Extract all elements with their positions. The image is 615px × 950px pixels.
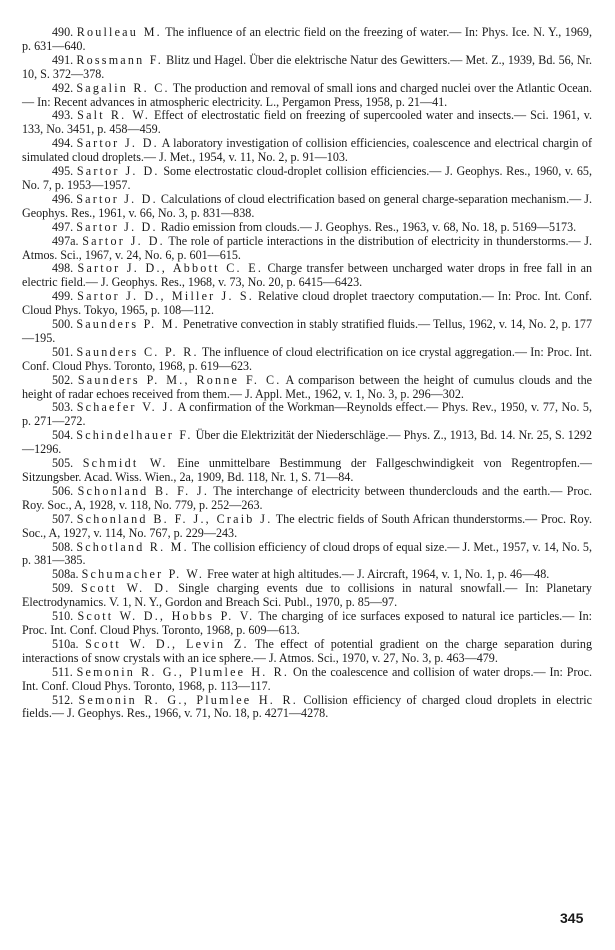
- reference-entry: [22, 109, 592, 137]
- reference-number: 497a.: [52, 233, 79, 248]
- reference-author: Sartor J. D.: [76, 219, 158, 234]
- reference-text: The influence of cloud electrification on ice crystal aggregation.— In: Proc. Int. Conf. Cloud Phys. Toronto, 1968, p. 619—623.: [22, 344, 592, 373]
- reference-entry: [22, 193, 592, 221]
- reference-text: A laboratory investigation of collision efficiencies, coalescence and electrical chargin of simulated cloud droplets.— J. Met., 1954, v. 11, No. 2, p. 91—103.: [22, 136, 592, 165]
- reference-number: 510.: [52, 609, 74, 624]
- reference-number: 491.: [52, 52, 74, 67]
- reference-number: 490.: [52, 25, 74, 39]
- reference-author: Schumacher P. W.: [81, 567, 205, 582]
- reference-text: The interchange of electricity between thunderclouds and the earth.— Proc. Roy. Soc., A, 1928, v. 118, No. 779, p. 252—263.: [22, 483, 592, 512]
- reference-text: Über die Elektrizität der Niederschläge.— Phys. Z., 1913, Bd. 14. Nr. 25, S. 1292—1296.: [22, 428, 592, 457]
- reference-author: Sartor J. D.: [76, 191, 158, 206]
- reference-author: Sagalin R. C.: [76, 80, 170, 95]
- reference-number: 493.: [52, 108, 74, 123]
- reference-entry: [22, 582, 592, 610]
- reference-number: 507.: [52, 511, 74, 526]
- reference-number: 509.: [52, 581, 74, 596]
- reference-entry: [22, 235, 592, 263]
- reference-number: 498.: [52, 261, 74, 276]
- reference-entry: [22, 165, 592, 193]
- reference-author: Sartor J. D.: [76, 136, 159, 151]
- reference-author: Scott W. D., Hobbs P. V.: [77, 609, 255, 624]
- reference-author: Schindelhauer F.: [76, 428, 193, 443]
- reference-entry: [22, 429, 592, 457]
- reference-entry: [22, 54, 592, 82]
- reference-entry: [22, 318, 592, 346]
- reference-entry: [22, 401, 592, 429]
- reference-entry: [22, 262, 592, 290]
- reference-author: Salt R. W.: [77, 108, 151, 123]
- reference-author: Saunders C. P. R.: [76, 344, 199, 359]
- reference-text: Blitz und Hagel. Über die elektrische Natur des Gewitters.— Met. Z., 1939, Bd. 56, Nr. 10, S. 372—378.: [22, 52, 593, 81]
- reference-number: 494.: [52, 136, 74, 151]
- reference-number: 496.: [52, 191, 74, 206]
- reference-text: Penetrative convection in stably stratified fluids.— Tellus, 1962, v. 14, No. 2, p. 177—195.: [22, 317, 593, 345]
- reference-text: Single charging events due to collisions in natural snowfall.— In: Planetary Electrodynamics. V. 1, N. Y., Gordon and Breach Sci. Publ., 1970, p. 85—97.: [22, 581, 592, 610]
- reference-author: Scott W. D., Levin Z.: [85, 636, 249, 651]
- reference-text: The role of particle interactions in the distribution of electricity in thunderstorms.— J. Atmos. Sci., 1967, v. 24, No. 6, p. 601—615.: [22, 233, 592, 262]
- reference-text: A comparison between the height of cumulus clouds and the height of radar echoes received from them.— J. Appl. Met., 1962, v. 1, No. 3, p. 296—302.: [22, 372, 592, 401]
- page-number: 345: [560, 910, 584, 926]
- reference-number: 495.: [52, 164, 74, 179]
- reference-author: Scott W. D.: [80, 581, 171, 596]
- reference-number: 510a.: [52, 636, 79, 651]
- reference-entry: [22, 82, 592, 110]
- reference-text: The influence of an electric field on the freezing of water.— In: Phys. Ice. N. Y., 1969, p. 631—640.: [22, 25, 592, 53]
- reference-number: 499.: [52, 289, 74, 304]
- reference-entry: [22, 457, 592, 485]
- reference-number: 500.: [52, 317, 74, 332]
- reference-author: Schaefer V. J.: [76, 400, 175, 415]
- reference-number: 504.: [52, 428, 74, 443]
- reference-author: Sartor J. D.: [82, 233, 165, 248]
- reference-entry: [22, 137, 592, 165]
- reference-entry: [22, 568, 592, 582]
- reference-number: 512.: [52, 692, 74, 707]
- reference-author: Roulleau M.: [76, 25, 162, 39]
- reference-text: The collision efficiency of cloud drops of equal size.— J. Met., 1957, v. 14, No. 5, p. 381—385.: [22, 539, 592, 568]
- reference-number: 506.: [52, 483, 74, 498]
- reference-author: Semonin R. G., Plumlee H. R.: [76, 664, 290, 679]
- reference-text: Calculations of cloud electrification based on general charge-separation mechanism.— J. Geophys. Res., 1961, v. 66, No. 3, p. 831—838.: [22, 191, 592, 220]
- reference-text: A confirmation of the Workman—Reynolds effect.— Phys. Rev., 1950, v. 77, No. 5, p. 271—272.: [22, 400, 592, 429]
- reference-author: Saunders P. M.: [76, 317, 180, 332]
- reference-entry: [22, 513, 592, 541]
- reference-author: Sartor J. D., Miller J. S.: [77, 289, 254, 304]
- reference-number: 503.: [52, 400, 74, 415]
- reference-author: Sartor J. D.: [76, 164, 160, 179]
- reference-entry: [22, 374, 592, 402]
- reference-entry: [22, 290, 592, 318]
- reference-text: The charging of ice surfaces exposed to natural ice particles.— In: Proc. Int. Conf. Cloud Phys. Toronto, 1968, p. 609—613.: [22, 609, 593, 637]
- reference-number: 508.: [52, 539, 74, 554]
- reference-entry: [22, 666, 592, 694]
- reference-text: Free water at high altitudes.— J. Aircraft, 1964, v. 1, No. 1, p. 46—48.: [207, 567, 550, 582]
- reference-entry: [22, 346, 592, 374]
- reference-number: 505.: [52, 456, 74, 471]
- reference-list: [22, 26, 592, 721]
- reference-text: Charge transfer between uncharged water drops in free fall in an electric field.— J. Geophys. Res., 1968, v. 73, No. 20, p. 6415—6423.: [22, 261, 593, 290]
- reference-text: Effect of electrostatic field on freezing of supercooled water and insects.— Sci. 1961, v. 133, No. 3451, p. 458—459.: [22, 108, 593, 137]
- reference-text: On the coalescence and collision of water drops.— In: Proc. Int. Conf. Cloud Phys. Toronto, 1968, p. 113—117.: [22, 664, 592, 693]
- reference-number: 508a.: [52, 567, 79, 582]
- reference-text: Eine unmittelbare Bestimmung der Fallgeschwindigkeit von Regentropfen.— Sitzungsber. Acad. Wiss. Wien., 2a, 1909, Bd. 118, Nr. 1, S. 71—84.: [22, 456, 593, 484]
- reference-author: Rossmann F.: [76, 52, 163, 67]
- reference-entry: [22, 541, 592, 569]
- reference-entry: [22, 221, 592, 235]
- reference-entry: [22, 485, 592, 513]
- reference-text: Some electrostatic cloud-droplet collision efficiencies.— J. Geophys. Res., 1960, v. 65, No. 7, p. 1953—1957.: [22, 164, 592, 192]
- reference-author: Schonland B. F. J.: [77, 483, 210, 498]
- reference-text: Relative cloud droplet traectory computation.— In: Proc. Int. Conf. Cloud Phys. Tokyo, 1965, p. 108—112.: [22, 289, 593, 318]
- reference-author: Sartor J. D., Abbott C. E.: [77, 261, 264, 276]
- reference-author: Schotland R. M.: [76, 539, 189, 554]
- reference-text: Collision efficiency of charged cloud droplets in electric fields.— J. Geophys. Res., 1966, v. 71, No. 18, p. 4271—4278.: [22, 692, 593, 721]
- reference-number: 497.: [52, 219, 74, 234]
- reference-number: 492.: [52, 80, 74, 95]
- reference-entry: [22, 694, 592, 722]
- reference-text: The production and removal of small ions and charged nuclei over the Atlantic Ocean.— In: Recent advances in atmospheric electricity. L., Pergamon Press, 1958, p. 21—41.: [22, 80, 593, 109]
- reference-text: The effect of potential gradient on the charge separation during interactions of snow crystals with an ice sphere.— J. Atmos. Sci., 1970, v. 27, No. 3, p. 463—479.: [22, 636, 592, 665]
- reference-text: The electric fields of South African thunderstorms.— Proc. Roy. Soc., A, 1927, v. 114, No. 767, p. 229—243.: [22, 511, 592, 540]
- reference-number: 502.: [52, 372, 74, 387]
- reference-number: 511.: [52, 664, 73, 679]
- reference-author: Schonland B. F. J., Craib J.: [76, 511, 273, 526]
- reference-number: 501.: [52, 344, 74, 359]
- reference-text: Radio emission from clouds.— J. Geophys. Res., 1963, v. 68, No. 18, p. 5169—5173.: [160, 219, 577, 234]
- reference-entry: [22, 610, 592, 638]
- reference-author: Schmidt W.: [82, 456, 168, 471]
- reference-author: Semonin R. G., Plumlee H. R.: [78, 692, 299, 707]
- reference-author: Saunders P. M., Ronne F. C.: [77, 372, 282, 387]
- reference-entry: [22, 638, 592, 666]
- reference-entry: [22, 26, 592, 54]
